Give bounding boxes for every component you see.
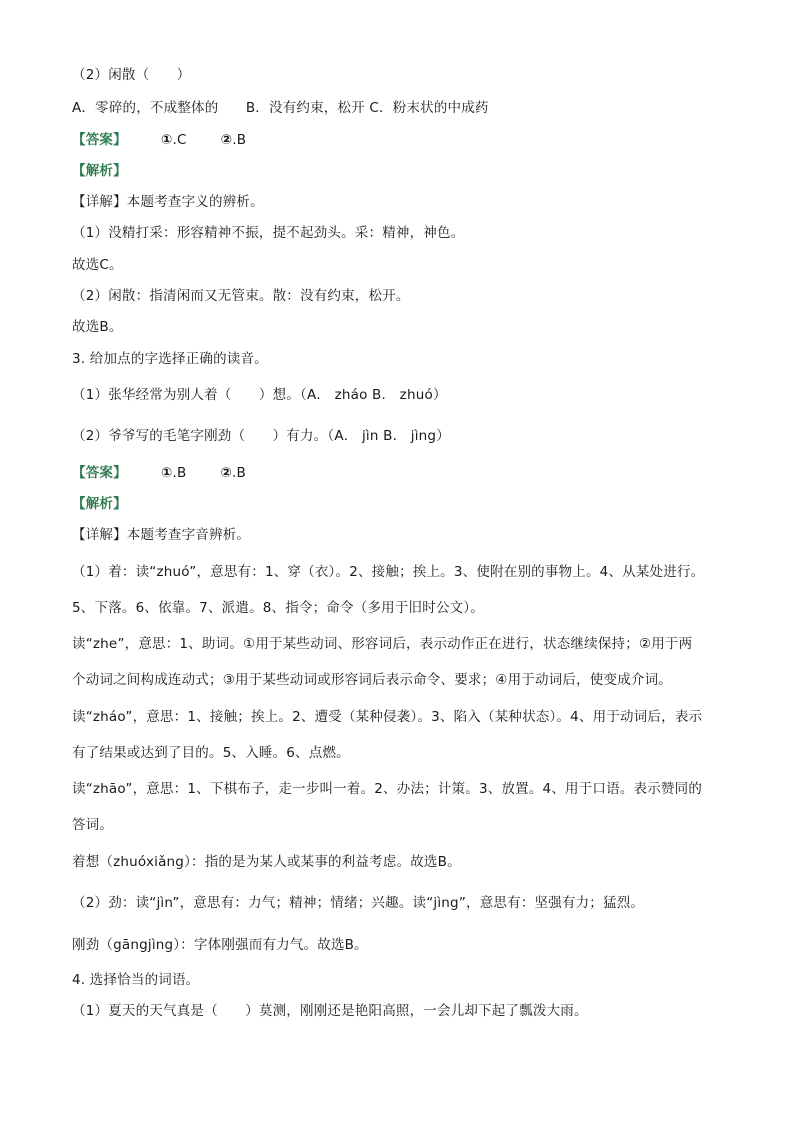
circled-one: ① [160, 132, 173, 148]
detail-text: 刚劲（gāngjìng）：字体刚强而有力气。故选B。 [72, 937, 368, 953]
analysis-tag: 【解析】 [72, 163, 127, 179]
analysis-tag: 【解析】 [72, 496, 127, 512]
circled-two: ② [220, 132, 233, 148]
question-2-2-text: （2）闲散（ ） [72, 67, 191, 83]
answer-value: .C [172, 132, 187, 148]
answer-value: .B [232, 132, 247, 148]
detail-text: （1）没精打采：形容精神不振，提不起劲头。采：精神，神色。 [72, 225, 465, 241]
detail-text: 有了结果或达到了目的。5、入睡。6、点燃。 [72, 745, 350, 761]
detail-text: 故选C。 [72, 257, 123, 273]
detail-text: 【详解】本题考查字音辨析。 [72, 527, 251, 543]
detail-text: （1）着：读“zhuó”，意思有：1、穿（衣）。2、接触；挨上。3、使附在别的事物上。4、从某处进行。 [72, 564, 705, 580]
detail-text: 读“zháo”，意思：1、接触；挨上。2、遭受（某种侵袭）。3、陷入（某种状态）。4、用于动词后，表示 [72, 709, 703, 725]
question-3-heading: 3. 给加点的字选择正确的读音。 [72, 351, 268, 367]
circled-two: ② [220, 465, 233, 481]
circled-one: ① [160, 465, 173, 481]
detail-text: 【详解】本题考查字义的辨析。 [72, 194, 264, 210]
question-3-1-text: （1）张华经常为别人着（ ）想。（A． zháo B． zhuó） [72, 387, 447, 403]
answer-line-2 [72, 463, 722, 483]
detail-text: 个动词之间构成连动式；③用于某些动词或形容词后表示命令、要求；④用于动词后，使变成介词。 [72, 672, 673, 688]
detail-text: 5、下落。6、依靠。7、派遣。8、指令；命令（多用于旧时公文）。 [72, 600, 485, 616]
question-3-2-text: （2）爷爷写的毛笔字刚劲（ ）有力。（A． jìn B． jìng） [72, 428, 450, 444]
detail-text: （2）闲散：指清闲而又无管束。散：没有约束，松开。 [72, 288, 410, 304]
answer-tag: 【答案】 [72, 132, 127, 148]
question-4-1-text: （1）夏天的天气真是（ ）莫测，刚刚还是艳阳高照，一会儿却下起了瓢泼大雨。 [72, 1003, 588, 1019]
answer-value: .B [232, 465, 246, 481]
question-4-heading: 4. 选择恰当的词语。 [72, 972, 200, 988]
detail-text: 读“zhāo”，意思：1、下棋布子，走一步叫一着。2、办法；计策。3、放置。4、用于口语。表示赞同的 [72, 781, 703, 797]
detail-text: 着想（zhuóxiǎng）：指的是为某人或某事的利益考虑。故选B。 [72, 854, 461, 870]
question-2-options: A．零碎的，不成整体的 B．没有约束，松开 C．粉末状的中成药 [72, 100, 489, 116]
answer-tag: 【答案】 [72, 465, 127, 481]
detail-text: （2）劲：读“jìn”，意思有：力气；精神；情绪；兴趣。读“jìng”，意思有：坚强有力；猛烈。 [72, 895, 645, 911]
answer-line-1 [72, 130, 722, 150]
detail-text: 故选B。 [72, 319, 123, 335]
detail-text: 答词。 [72, 817, 114, 833]
answer-value: .B [172, 465, 187, 481]
detail-text: 读“zhe”，意思：1、助词。①用于某些动词、形容词后，表示动作正在进行，状态继续保持；②用于两 [72, 636, 693, 652]
